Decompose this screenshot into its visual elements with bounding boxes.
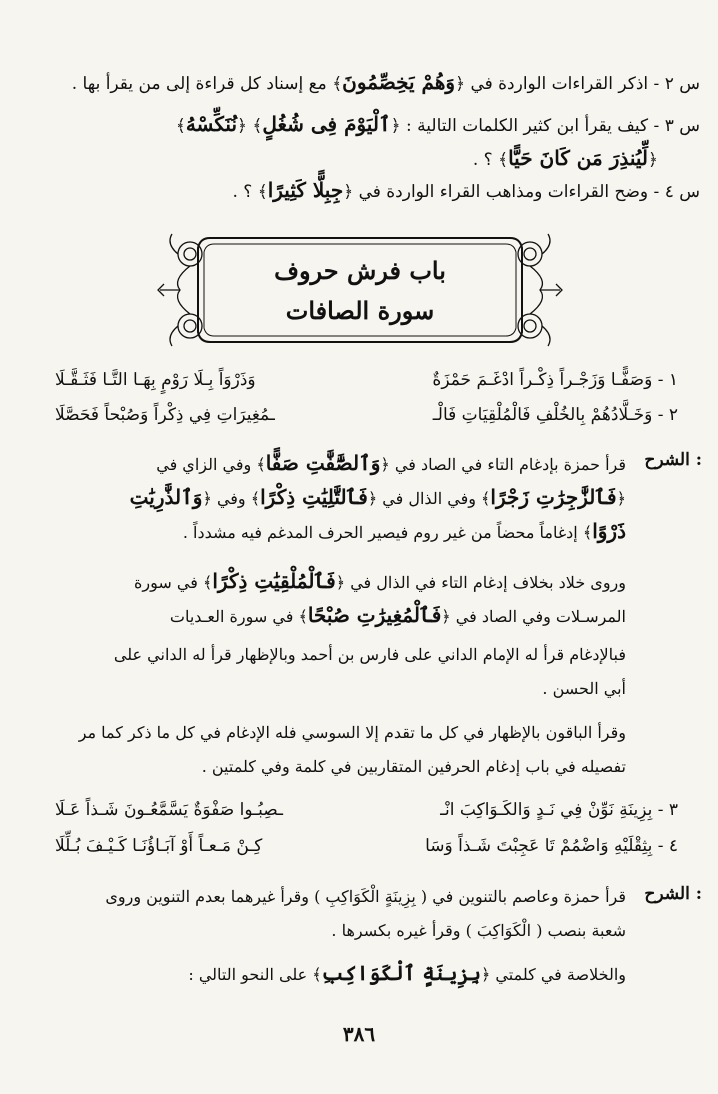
sharh-2-line-2: شعبة بنصب ( الْكَوَاكِبَ ) وقرأ غيره بكسرها .	[331, 921, 626, 940]
left-flourish-icon	[158, 234, 202, 346]
chapter-title: باب فرش حروف	[274, 256, 446, 285]
ayah-text: بِزِينَةٍ ٱلْكَوَاكِبِ	[321, 961, 481, 985]
para2-line-4: أبي الحسن .	[542, 679, 626, 698]
sharh-2-line-1: قرأ حمزة وعاصم بالتنوين في ( بِزِينَةٍ الْكَوَاكِبِ ) وقرأ غيرهما بعدم التنوين وروى	[105, 887, 626, 906]
sharh-1-line-2: ﴿فَٱلزَّٰجِرَٰتِ زَجْرًا﴾ وفي الذال في ﴿فَٱلتَّٰلِيَٰتِ ذِكْرًا﴾ وفي ﴿وَٱلذَّٰرِيَٰتِ	[129, 485, 626, 509]
ayah-text: ٱلْيَوْمَ فِى شُغُلٍ	[262, 112, 391, 136]
ayah-text: وَهُمْ يَخِصِّمُونَ	[342, 70, 456, 94]
question-3: س ٣ - كيف يقرأ ابن كثير الكلمات التالية : ﴿ٱلْيَوْمَ فِى شُغُلٍ﴾ ﴿نُنَكِّسْهُ﴾	[175, 112, 700, 136]
sharh-label: الشرح :	[644, 884, 702, 904]
sharh-label: الشرح :	[644, 450, 702, 470]
question-4: س ٤ - وضح القراءات ومذاهب القراء الواردة في ﴿جِبِلًّا كَثِيرًا﴾ ؟ .	[232, 178, 700, 202]
sharh-1-line-3: ذَرْوًا﴾ إدغاماً محضاً من غير روم فيصير الحرف المدغم فيه مشدداً .	[182, 519, 626, 543]
ayah-text: ذَرْوًا	[592, 519, 626, 543]
ayah-text: وَٱلصَّٰٓفَّٰتِ صَفًّا	[265, 451, 381, 475]
para3-line-2: تفصيله في باب إدغام الحرفين المتقاربين في كلمة وفي كلمتين .	[201, 757, 626, 776]
poem-verse-2-right: ٢ - وَخَـلَّادُهُمْ بِالخُلْفِ فَالْمُلْقِيَاتِ فَالْـ	[432, 405, 678, 425]
poem-verse-1-right: ١ - وَصَفًّـا وَزَجْـراً ذِكْـراً ادْغَـمَ حَمْزَةٌ	[432, 370, 678, 390]
ayah-text: نُنَكِّسْهُ	[185, 112, 238, 136]
ornamental-banner-frame	[150, 230, 570, 350]
sharh-1-line-1: قرأ حمزة بإدغام التاء في الصاد في ﴿وَٱلصَّٰٓفَّٰتِ صَفًّا﴾ وفي الزاي في	[156, 451, 626, 475]
poem-verse-3-right: ٣ - بِزِينَةِ نَوِّنْ فِي نَـدٍ وَالكَـوَاكِبَ انْـ	[440, 800, 678, 820]
surah-title: سورة الصافات	[285, 296, 435, 325]
ayah-text: فَٱلْمُغِيرَٰتِ صُبْحًا	[307, 603, 442, 627]
ayah-text: فَٱلزَّٰجِرَٰتِ زَجْرًا	[490, 485, 617, 509]
poem-verse-4-left: كِـنْ مَـعـاً أَوْ آبَـاؤُنَـا كَـيْـفَ بُـلِّلَا	[55, 836, 263, 856]
page-number: ٣٨٦	[342, 1022, 376, 1046]
ayah-text: فَٱلْمُلْقِيَٰتِ ذِكْرًا	[212, 569, 336, 593]
ayah-text: وَٱلذَّٰرِيَٰتِ	[129, 485, 203, 509]
ayah-text: لِّيُنذِرَ مَن كَانَ حَيًّا	[508, 146, 649, 170]
right-flourish-icon	[518, 234, 562, 346]
ayah-text: جِبِلًّا كَثِيرًا	[267, 178, 344, 202]
poem-verse-1-left: وَذَرْوَاً بِـلَا رَوْمٍ بِهَـا التَّـا فَثَـقَّـلَا	[55, 370, 256, 390]
conclusion-line: والخلاصة في كلمتي ﴿بِزِينَةٍ ٱلْكَوَاكِبِ﴾ على النحو التالي :	[188, 961, 626, 985]
poem-verse-3-left: ـصِبُـوا صَفْوَةٌ يَسَّمَّعُـونَ شَـذاً عَـلَا	[55, 800, 283, 820]
para2-line-1: وروى خلاد بخلاف إدغام التاء في الذال في ﴿فَٱلْمُلْقِيَٰتِ ذِكْرًا﴾ في سورة	[134, 569, 626, 593]
question-2: س ٢ - اذكر القراءات الواردة في ﴿وَهُمْ يَخِصِّمُونَ﴾ مع إسناد كل قراءة إلى من يقرأ بها .	[71, 70, 700, 94]
ayah-text: فَٱلتَّٰلِيَٰتِ ذِكْرًا	[260, 485, 368, 509]
para3-line-1: وقرأ الباقون بالإظهار في كل ما تقدم إلا السوسي فله الإدغام في كل ما ذكر كما مر	[78, 723, 626, 742]
poem-verse-2-left: ـمُغِيرَاتِ فِي ذِكْراً وَصُبْحاً فَحَصَّلَا	[55, 405, 275, 425]
poem-verse-4-right: ٤ - بِثِقْلَيْهِ وَاضْمُمْ تَا عَجِبْتَ شَـذاً وَسَا	[425, 836, 678, 856]
para2-line-3: فبالإدغام قرأ له الإمام الداني على فارس بن أحمد وبالإظهار قرأ له الداني على	[113, 645, 626, 664]
para2-line-2: المرسـلات وفي الصاد في ﴿فَٱلْمُغِيرَٰتِ صُبْحًا﴾ في سورة العـديات	[169, 603, 626, 627]
question-3-cont: ﴿لِّيُنذِرَ مَن كَانَ حَيًّا﴾ ؟ .	[472, 146, 658, 170]
